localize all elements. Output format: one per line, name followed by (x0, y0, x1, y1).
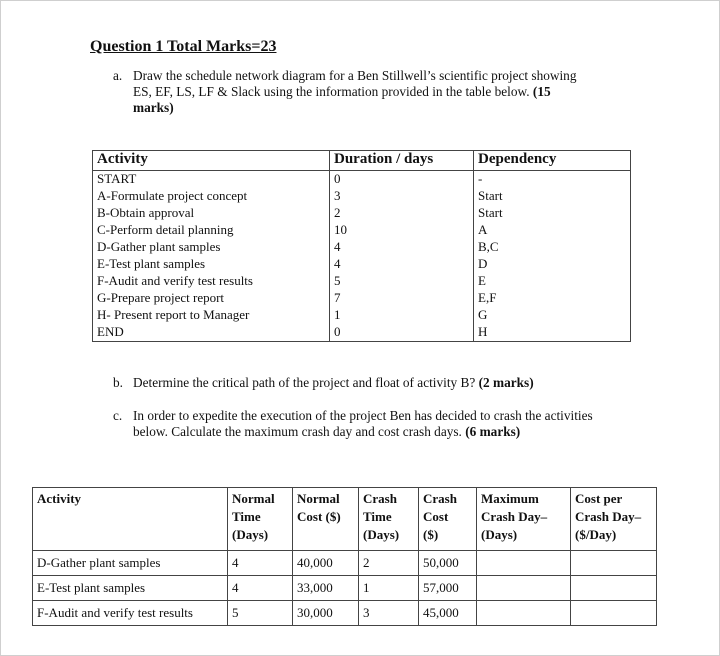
table-row (33, 551, 657, 576)
crash-header-crash-time: Crash Time (Days) (359, 488, 419, 551)
normal-cost-cell: 40,000 (293, 551, 359, 576)
dependency-cell: Start (474, 205, 631, 222)
duration-cell: 3 (330, 188, 474, 205)
table-row (93, 290, 631, 307)
table-row (93, 222, 631, 239)
normal-time-cell: 4 (228, 551, 293, 576)
activity-cell: C-Perform detail planning (93, 222, 330, 239)
dependency-cell: - (474, 171, 631, 189)
activity-cell: D-Gather plant samples (33, 551, 228, 576)
dependency-cell: Start (474, 188, 631, 205)
schedule-header-duration: Duration / days (330, 151, 474, 171)
crash-header-activity: Activity (33, 488, 228, 551)
cost-per-crash-day-cell (571, 601, 657, 626)
normal-time-cell: 5 (228, 601, 293, 626)
max-crash-day-cell (477, 576, 571, 601)
activity-cell: G-Prepare project report (93, 290, 330, 307)
table-row (93, 239, 631, 256)
crash-time-cell: 2 (359, 551, 419, 576)
activity-cell: E-Test plant samples (33, 576, 228, 601)
duration-cell: 0 (330, 171, 474, 189)
crash-table (32, 487, 657, 626)
crash-header-cost-per-crash-day: Cost per Crash Day– ($/Day) (571, 488, 657, 551)
activity-cell: END (93, 324, 330, 342)
table-row (93, 256, 631, 273)
table-row (93, 273, 631, 290)
question-c-label: c. (113, 408, 123, 423)
dependency-cell: E,F (474, 290, 631, 307)
schedule-table-header (93, 151, 631, 171)
max-crash-day-cell (477, 551, 571, 576)
duration-cell: 4 (330, 239, 474, 256)
duration-cell: 1 (330, 307, 474, 324)
activity-cell: B-Obtain approval (93, 205, 330, 222)
cost-per-crash-day-cell (571, 576, 657, 601)
question-a-line1: Draw the schedule network diagram for a Ben Stillwell’s scientific project showing (133, 68, 577, 83)
dependency-cell: D (474, 256, 631, 273)
activity-cell: H- Present report to Manager (93, 307, 330, 324)
max-crash-day-cell (477, 601, 571, 626)
duration-cell: 7 (330, 290, 474, 307)
crash-header-crash-cost: Crash Cost ($) (419, 488, 477, 551)
table-row (33, 601, 657, 626)
dependency-cell: H (474, 324, 631, 342)
normal-cost-cell: 33,000 (293, 576, 359, 601)
table-row (93, 324, 631, 342)
table-row (93, 188, 631, 205)
crash-table-header (33, 488, 657, 551)
question-c (113, 408, 673, 442)
table-row (93, 205, 631, 222)
question-b (113, 375, 673, 393)
question-b-label: b. (113, 375, 123, 390)
question-b-marks: (2 marks) (478, 375, 534, 390)
schedule-header-dependency: Dependency (474, 151, 631, 171)
normal-cost-cell: 30,000 (293, 601, 359, 626)
activity-cell: E-Test plant samples (93, 256, 330, 273)
crash-header-max-crash-day: Maximum Crash Day– (Days) (477, 488, 571, 551)
question-a-marks: (15 (532, 84, 551, 99)
activity-cell: F-Audit and verify test results (33, 601, 228, 626)
question-c-marks: (6 marks) (465, 424, 521, 439)
activity-cell: F-Audit and verify test results (93, 273, 330, 290)
crash-header-normal-cost: Normal Cost ($) (293, 488, 359, 551)
schedule-table (92, 150, 631, 342)
cost-per-crash-day-cell (571, 551, 657, 576)
activity-cell: START (93, 171, 330, 189)
crash-time-cell: 3 (359, 601, 419, 626)
schedule-header-activity: Activity (93, 151, 330, 171)
crash-time-cell: 1 (359, 576, 419, 601)
crash-cost-cell: 50,000 (419, 551, 477, 576)
crash-cost-cell: 45,000 (419, 601, 477, 626)
question-title: Question 1 Total Marks=23 (90, 38, 277, 55)
dependency-cell: E (474, 273, 631, 290)
duration-cell: 10 (330, 222, 474, 239)
table-row (93, 307, 631, 324)
question-a-label: a. (113, 68, 123, 83)
question-c-line1: In order to expedite the execution of the project Ben has decided to crash the activities (133, 408, 593, 423)
table-row (33, 576, 657, 601)
question-c-line2: below. Calculate the maximum crash day and cost crash days. (133, 424, 462, 439)
duration-cell: 0 (330, 324, 474, 342)
duration-cell: 2 (330, 205, 474, 222)
question-b-text: Determine the critical path of the project and float of activity B? (133, 375, 476, 390)
dependency-cell: A (474, 222, 631, 239)
normal-time-cell: 4 (228, 576, 293, 601)
table-row (93, 171, 631, 189)
activity-cell: A-Formulate project concept (93, 188, 330, 205)
duration-cell: 4 (330, 256, 474, 273)
dependency-cell: B,C (474, 239, 631, 256)
question-a (113, 68, 673, 118)
duration-cell: 5 (330, 273, 474, 290)
question-a-line2: ES, EF, LS, LF & Slack using the information provided in the table below. (133, 84, 530, 99)
crash-header-normal-time: Normal Time (Days) (228, 488, 293, 551)
dependency-cell: G (474, 307, 631, 324)
crash-cost-cell: 57,000 (419, 576, 477, 601)
question-a-marks-cont: marks) (133, 100, 174, 115)
activity-cell: D-Gather plant samples (93, 239, 330, 256)
